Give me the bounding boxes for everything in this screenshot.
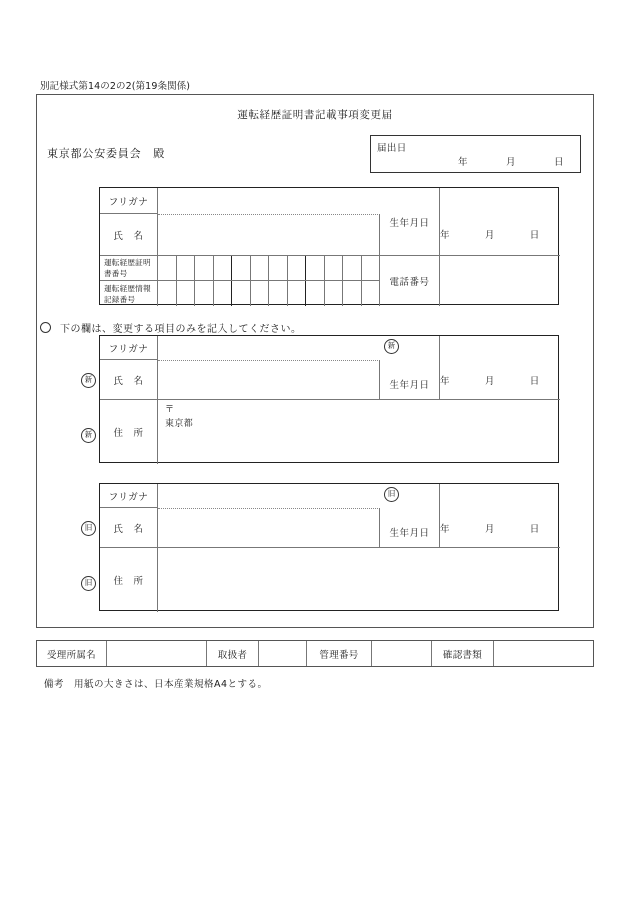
old-birthdate-value-cell[interactable] [440,484,560,548]
submission-date-fields[interactable] [371,154,580,168]
record-number-cell[interactable] [251,281,270,306]
record-number-cell[interactable] [362,281,381,306]
old-furigana-label: フリガナ [108,491,149,503]
certificate-number-cell[interactable] [288,256,307,280]
instruction-note [40,320,302,335]
new-address-value-cell[interactable] [158,400,560,464]
form-outer-frame [36,94,594,628]
applicant-furigana-label-cell [100,188,158,214]
instruction-note-text: 下の欄は、変更する項目のみを記入してください。 [60,324,302,335]
record-number-cell[interactable] [214,281,233,306]
applicant-birthdate-label: 生年月日 [389,217,430,229]
admin-office-label: 受理所属名 [46,649,96,661]
old-birthdate-label: 生年月日 [389,527,430,539]
admin-documents-label: 確認書類 [442,649,483,661]
old-furigana-value-cell[interactable] [158,484,380,508]
record-number-cell[interactable] [177,281,196,306]
applicant-birth-day-unit: 日 [529,230,540,241]
new-address-prefill [165,404,193,432]
admin-documents-label-cell [432,641,494,666]
applicant-furigana-label: フリガナ [108,196,149,208]
old-address-label: 住 所 [113,576,144,587]
admin-handler-value-cell[interactable] [259,641,307,666]
new-name-label-cell [100,360,158,400]
old-name-label-cell [100,508,158,548]
old-address-value-cell[interactable] [158,548,560,612]
new-section-table [99,335,559,463]
record-number-cell[interactable] [343,281,362,306]
submission-date-box [370,135,581,173]
new-birth-month-unit: 月 [484,376,495,387]
admin-office-label-cell [37,641,107,666]
applicant-birthdate-fields [440,227,554,241]
record-number-label [100,281,157,306]
record-number-cell[interactable] [269,281,288,306]
certificate-number-cell[interactable] [177,256,196,280]
record-number-cell[interactable] [195,281,214,306]
new-furigana-label-cell [100,336,158,360]
record-number-cell[interactable] [232,281,251,306]
record-number-cell[interactable] [158,281,177,306]
old-marker-name-icon: 旧 [81,521,96,536]
old-address-label-cell [100,548,158,612]
admin-control-number-value-cell[interactable] [372,641,432,666]
new-address-prefecture: 東京都 [165,418,194,429]
old-marker-birthdate-icon: 旧 [384,487,399,502]
submission-day-unit: 日 [554,157,564,168]
old-birth-year-unit: 年 [439,524,450,535]
old-furigana-label-cell [100,484,158,508]
admin-control-number-label: 管理番号 [319,649,359,661]
old-name-label: 氏 名 [113,523,144,535]
record-number-cell[interactable] [306,281,325,306]
new-birth-year-unit: 年 [439,376,450,387]
phone-value-cell[interactable] [440,256,560,306]
certificate-number-cell[interactable] [195,256,214,280]
certificate-number-label-line2: 書番号 [104,269,128,278]
new-birthdate-label: 生年月日 [389,379,430,391]
new-name-value-cell[interactable] [158,360,380,400]
admin-handler-label-cell [207,641,259,666]
certificate-number-cell[interactable] [306,256,325,280]
new-marker-birthdate-icon: 新 [384,339,399,354]
phone-label: 電話番号 [389,277,430,288]
addressee-line: 東京都公安委員会 殿 [47,147,165,160]
new-address-label: 住 所 [113,428,144,439]
new-marker-name-icon: 新 [81,373,96,388]
certificate-number-cell[interactable] [251,256,270,280]
certificate-number-cell[interactable] [362,256,381,280]
admin-office-value-cell[interactable] [107,641,207,666]
form-number-caption: 別記様式第14の2の2(第19条関係) [40,81,191,92]
new-birth-day-unit: 日 [529,376,540,387]
applicant-birthdate-label-cell [380,188,440,256]
record-number-cell[interactable] [288,281,307,306]
certificate-number-cell[interactable] [232,256,251,280]
new-birthdate-value-cell[interactable] [440,336,560,400]
certificate-number-label-cell [100,256,158,281]
old-birthdate-fields [440,521,554,535]
applicant-birth-year-unit: 年 [439,230,450,241]
record-number-label-line1: 運転経歴情報 [104,283,151,293]
new-name-label: 氏 名 [113,375,144,387]
applicant-name-label-cell [100,214,158,256]
postal-mark-icon: 〒 [165,405,175,415]
document-title: 運転経歴証明書記載事項変更届 [237,109,393,121]
submission-year-unit: 年 [458,157,468,168]
new-birthdate-label-cell [380,336,440,400]
old-section-table [99,483,559,611]
applicant-furigana-value-cell[interactable] [158,188,380,214]
footer-remark: 備考 用紙の大きさは、日本産業規格A4とする。 [44,679,268,690]
certificate-number-cell[interactable] [214,256,233,280]
certificate-number-cell[interactable] [325,256,344,280]
new-furigana-value-cell[interactable] [158,336,380,360]
new-furigana-label: フリガナ [108,343,149,355]
old-marker-address-icon: 旧 [81,576,96,591]
old-birth-day-unit: 日 [529,524,540,535]
record-number-cell[interactable] [325,281,344,306]
admin-documents-value-cell[interactable] [494,641,593,666]
admin-handler-label: 取扱者 [217,649,248,661]
phone-label-cell [380,256,440,306]
certificate-number-label [100,256,157,280]
record-number-label-line2: 記録番号 [104,294,136,304]
applicant-table [99,187,559,305]
admin-control-number-label-cell [307,641,372,666]
record-number-grid[interactable] [158,281,380,306]
applicant-name-label: 氏 名 [113,230,144,242]
certificate-number-grid[interactable] [158,256,380,281]
admin-strip [36,640,594,667]
applicant-birth-month-unit: 月 [484,230,495,241]
old-birthdate-label-cell [380,484,440,548]
certificate-number-cell[interactable] [269,256,288,280]
submission-date-label: 届出日 [377,143,407,154]
certificate-number-label-line1: 運転経歴証明 [104,258,151,267]
certificate-number-cell[interactable] [343,256,362,280]
applicant-birthdate-value-cell[interactable] [440,188,560,256]
submission-month-unit: 月 [506,157,516,168]
new-birthdate-fields [440,373,554,387]
old-birth-month-unit: 月 [484,524,495,535]
certificate-number-cell[interactable] [158,256,177,280]
applicant-name-value-cell[interactable] [158,214,380,256]
new-address-label-cell [100,400,158,464]
record-number-label-cell [100,281,158,306]
bullet-circle-icon [40,322,51,333]
new-marker-address-icon: 新 [81,428,96,443]
old-name-value-cell[interactable] [158,508,380,548]
